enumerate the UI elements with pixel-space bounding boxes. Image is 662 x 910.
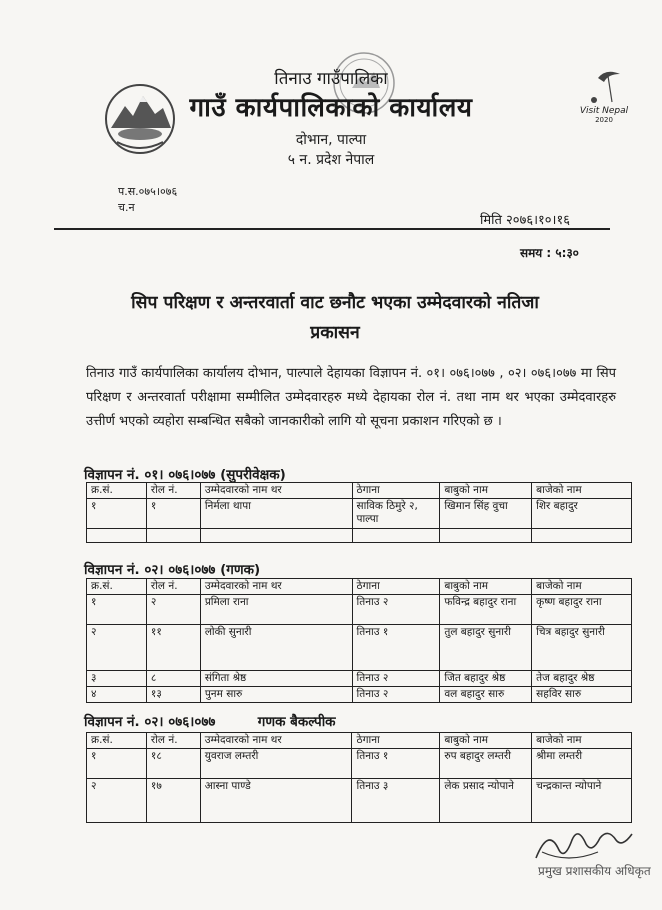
table-cell: तुल बहादुर सुनारी — [440, 625, 532, 671]
notice-title — [80, 288, 590, 348]
col-header: रोल नं. — [146, 483, 200, 499]
header-divider — [54, 228, 610, 230]
table-cell: जित बहादुर श्रेष्ठ — [440, 671, 532, 687]
table-cell: १ — [87, 499, 147, 529]
table-cell: तिनाउ १ — [352, 749, 440, 779]
table-cell: तिनाउ २ — [352, 687, 440, 703]
col-header: बाबुको नाम — [440, 483, 532, 499]
results-table — [86, 482, 632, 543]
col-header: उम्मेदवारको नाम थर — [200, 733, 352, 749]
table-cell: २ — [146, 595, 200, 625]
ref-chana: च.न — [118, 201, 135, 214]
table-cell: तिनाउ २ — [352, 671, 440, 687]
table-row — [87, 687, 632, 703]
notice-paragraph: तिनाउ गाउँ कार्यपालिका कार्यालय दोभान, पाल्पाले देहायका विज्ञापन नं. ०१। ०७६।०७७ , ०२। ०७६।०७७ मा सिप परिक्षण र अन्तरवार्ता परीक्षामा सम्मीलित उम्मेदवारहरु मध्ये देहायका रोल नं. तथा नाम थर भएका उम्मेदवारहरु उत्तीर्ण भएको व्यहोरा सम्बन्धित सबैको जानकारीको लागि यो सूचना प्रकाशन गरिएको छ । — [86, 366, 616, 429]
col-header: उम्मेदवारको नाम थर — [200, 483, 352, 499]
table-cell: २ — [87, 625, 147, 671]
col-header: बाबुको नाम — [440, 579, 532, 595]
table-cell: साविक ठिमुरे २, पाल्पा — [352, 499, 440, 529]
col-header: क्र.सं. — [87, 733, 147, 749]
table-cell: निर्मला थापा — [200, 499, 352, 529]
col-header: ठेगाना — [352, 579, 440, 595]
title-line-2: प्रकासन — [310, 323, 360, 343]
table-cell: संगिता श्रेष्ठ — [200, 671, 352, 687]
table-cell: ३ — [87, 671, 147, 687]
table-cell: वल बहादुर सारु — [440, 687, 532, 703]
table-cell: फविन्द्र बहादुर राना — [440, 595, 532, 625]
signatory-title: प्रमुख प्रशासकीय अधिकृत — [538, 864, 651, 878]
table-cell: शिर बहादुर — [532, 499, 632, 529]
table-row — [87, 595, 632, 625]
table-cell: १ — [87, 749, 147, 779]
office-address: दोभान, पाल्पा — [295, 132, 367, 148]
col-header: रोल नं. — [146, 579, 200, 595]
table-cell: ११ — [146, 625, 200, 671]
table-row — [87, 779, 632, 823]
table-header-row — [87, 483, 632, 499]
table-row — [87, 499, 632, 529]
col-header: बाजेको नाम — [532, 733, 632, 749]
visit-nepal-year: 2020 — [595, 116, 613, 124]
table-row — [87, 749, 632, 779]
section-heading: विज्ञापन नं. ०२। ०७६।०७७ गणक बैकल्पीक — [84, 714, 336, 730]
table-cell: तिनाउ १ — [352, 625, 440, 671]
results-table — [86, 578, 632, 703]
section-heading: विज्ञापन नं. ०२। ०७६।०७७ (गणक) — [84, 562, 261, 578]
table-cell: तिनाउ ३ — [352, 779, 440, 823]
table-cell: रुप बहादुर लम्तरी — [440, 749, 532, 779]
table-cell: खिमान सिंह वुचा — [440, 499, 532, 529]
ref-ps: प.स.०७५।०७६ — [118, 185, 178, 198]
table-cell: पुनम सारु — [200, 687, 352, 703]
table-cell: ४ — [87, 687, 147, 703]
col-header: क्र.सं. — [87, 579, 147, 595]
title-line-1: सिप परिक्षण र अन्तरवार्ता वाट छनौट भएका उम्मेदवारको नतिजा — [131, 293, 539, 313]
table-row-empty — [87, 529, 632, 543]
table-cell: तेज बहादुर श्रेष्ठ — [532, 671, 632, 687]
table-cell: सहविर सारु — [532, 687, 632, 703]
table-cell: चन्द्रकान्त न्योपाने — [532, 779, 632, 823]
municipality-name: तिनाउ गाउँपालिका — [274, 69, 388, 89]
col-header: उम्मेदवारको नाम थर — [200, 579, 352, 595]
office-name: गाउँ कार्यपालिकाको कार्यालय — [189, 93, 473, 123]
date: मिति २०७६।१०।१६ — [480, 213, 570, 228]
col-header: ठेगाना — [352, 733, 440, 749]
table-cell: लोकी सुनारी — [200, 625, 352, 671]
table-row — [87, 625, 632, 671]
table-cell: १७ — [146, 779, 200, 823]
col-header: बाजेको नाम — [532, 483, 632, 499]
table-cell: कृष्ण बहादुर राना — [532, 595, 632, 625]
table-cell: प्रमिला राना — [200, 595, 352, 625]
table-cell: युवराज लम्तरी — [200, 749, 352, 779]
table-header-row — [87, 579, 632, 595]
province: ५ न. प्रदेश नेपाल — [287, 152, 375, 168]
results-table — [86, 732, 632, 823]
col-header: रोल नं. — [146, 733, 200, 749]
table-cell: २ — [87, 779, 147, 823]
table-cell: लेक प्रसाद न्योपाने — [440, 779, 532, 823]
visit-nepal-text: Visit Nepal — [579, 106, 629, 116]
time: समय : ५:३० — [520, 246, 579, 260]
table-cell: आस्ना पाण्डे — [200, 779, 352, 823]
table-cell: १ — [146, 499, 200, 529]
table-cell: १३ — [146, 687, 200, 703]
table-cell: १८ — [146, 749, 200, 779]
col-header: बाजेको नाम — [532, 579, 632, 595]
table-row — [87, 671, 632, 687]
table-cell: चित्र बहादुर सुनारी — [532, 625, 632, 671]
section-heading: विज्ञापन नं. ०१। ०७६।०७७ (सुपरीवेक्षक) — [84, 467, 286, 483]
col-header: क्र.सं. — [87, 483, 147, 499]
table-cell: श्रीमा लम्तरी — [532, 749, 632, 779]
table-cell: ८ — [146, 671, 200, 687]
col-header: बाबुको नाम — [440, 733, 532, 749]
table-cell: १ — [87, 595, 147, 625]
table-cell: तिनाउ २ — [352, 595, 440, 625]
col-header: ठेगाना — [352, 483, 440, 499]
table-header-row — [87, 733, 632, 749]
